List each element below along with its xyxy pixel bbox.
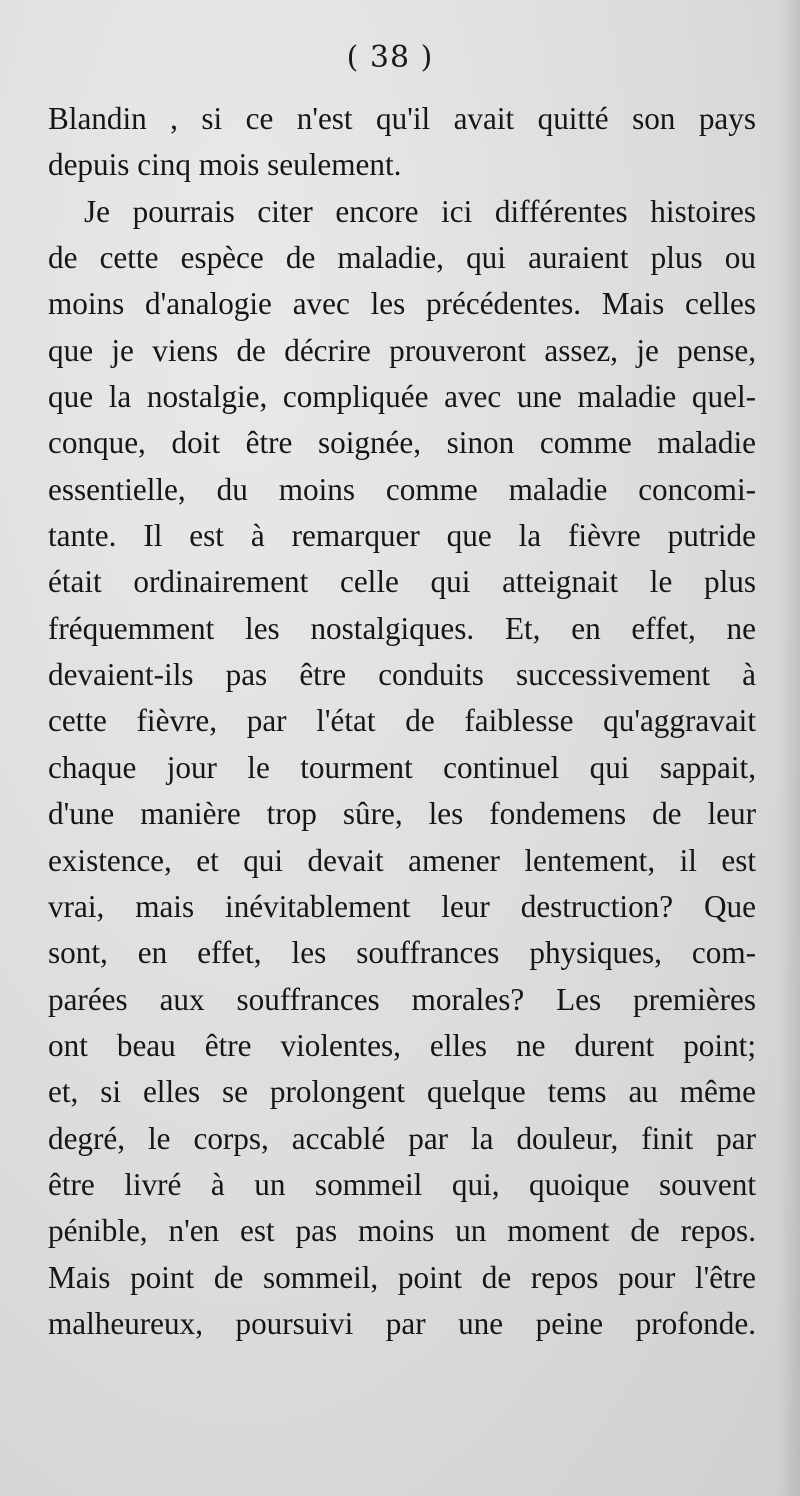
text-line: ont beau être violentes, elles ne durent point; [48, 1027, 756, 1063]
text-line: était ordinairement celle qui atteignait le plus [48, 564, 756, 600]
text-line: vrai, mais inévitablement leur destruction? Que [48, 888, 756, 924]
text-line: Je pourrais citer encore ici différentes histoires [84, 193, 756, 229]
text-line: de cette espèce de maladie, qui auraient plus ou [48, 240, 756, 276]
text-line: que je viens de décrire prouveront assez, je pense, [48, 332, 756, 368]
text-line: que la nostalgie, compliquée avec une maladie quel- [48, 379, 756, 415]
text-line: Blandin , si ce n'est qu'il avait quitté son pays [48, 101, 756, 136]
text-line: cette fièvre, par l'état de faiblesse qu'aggravait [48, 703, 756, 739]
text-line: parées aux souffrances morales? Les premières [48, 981, 756, 1017]
text-line: Mais point de sommeil, point de repos pour l'être [48, 1259, 756, 1295]
text-line: être livré à un sommeil qui, quoique souvent [48, 1166, 756, 1202]
text-line: fréquemment les nostalgiques. Et, en effet, ne [48, 610, 756, 646]
page-edge-shadow [778, 0, 800, 1496]
text-line: devaient-ils pas être conduits successivement à [48, 657, 756, 693]
text-line: et, si elles se prolongent quelque tems au même [48, 1074, 756, 1110]
text-line: existence, et qui devait amener lentement, il est [48, 842, 756, 878]
body-text [48, 96, 756, 1347]
text-line: degré, le corps, accablé par la douleur, finit par [48, 1120, 756, 1156]
text-line: malheureux, poursuivi par une peine profonde. [48, 1305, 756, 1341]
text-line: conque, doit être soignée, sinon comme maladie [48, 425, 756, 461]
text-line: d'une manière trop sûre, les fondemens de leur [48, 796, 756, 832]
text-line: sont, en effet, les souffrances physiques, com- [48, 935, 756, 971]
text-line: chaque jour le tourment continuel qui sappait, [48, 749, 756, 785]
text-line: pénible, n'en est pas moins un moment de repos. [48, 1213, 756, 1249]
text-line: moins d'analogie avec les précédentes. Mais celles [48, 286, 756, 322]
page-number: ( 38 ) [346, 40, 434, 75]
text-line: essentielle, du moins comme maladie concomi- [48, 471, 756, 507]
text-line: depuis cinq mois seulement. [48, 147, 402, 183]
text-line: tante. Il est à remarquer que la fièvre putride [48, 518, 756, 554]
